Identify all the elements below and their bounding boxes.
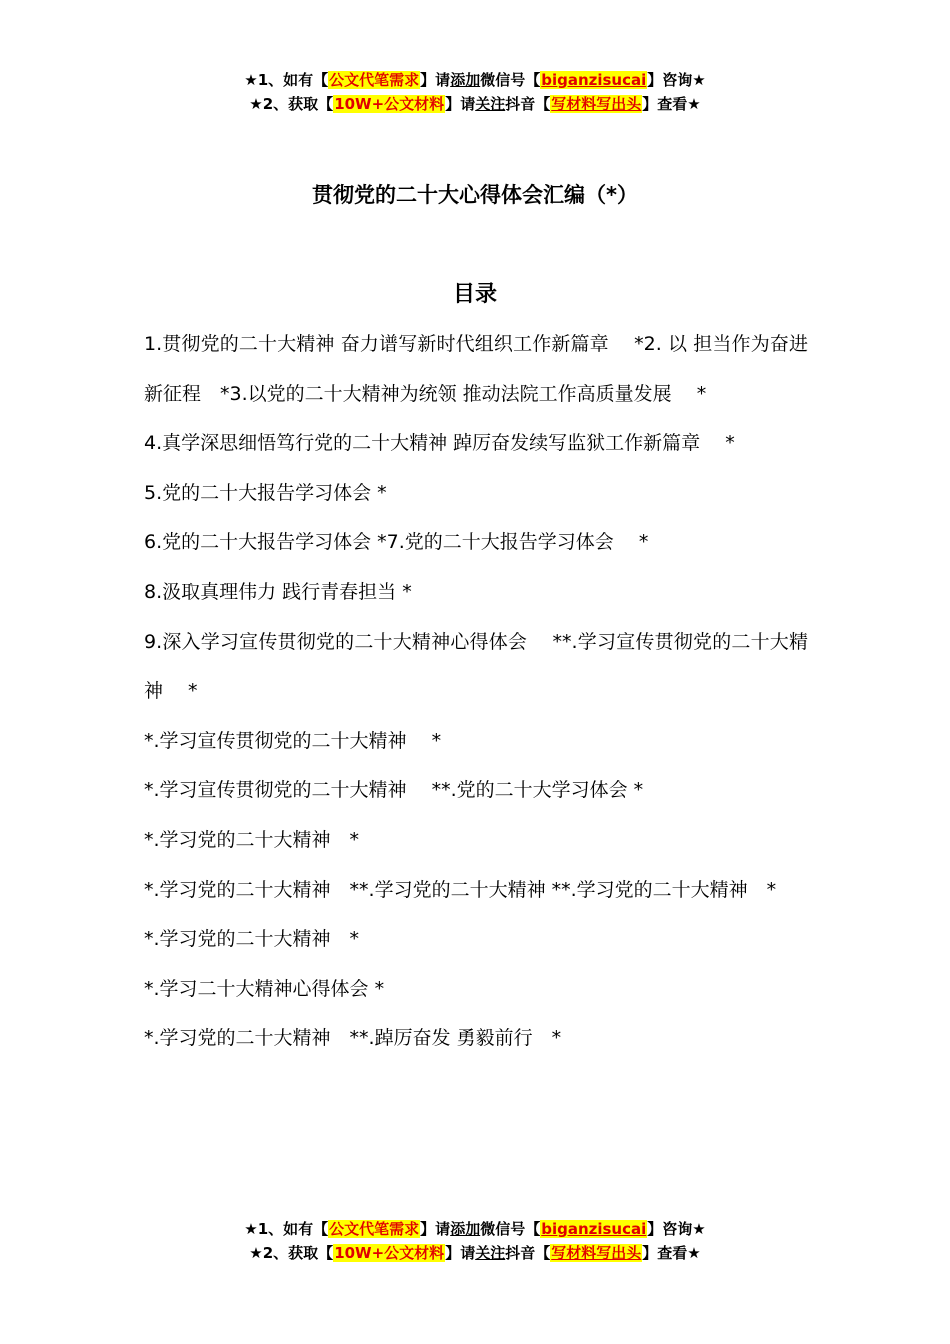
toc-entry: *.学习党的二十大精神 * (144, 928, 360, 951)
toc-entry: 9.深入学习宣传贯彻党的二十大精神心得体会 **.学习宣传贯彻党的二十大精神 * (144, 630, 808, 703)
promo-line-1 (0, 68, 950, 92)
promo-text: 微信号【 (480, 71, 541, 89)
toc-entry: *.学习宣传贯彻党的二十大精神 * (144, 729, 442, 752)
promo-highlight: 10W+公文材料 (334, 1244, 445, 1262)
promo-text: 】咨询★ (647, 1220, 706, 1238)
toc-entry: 8.汲取真理伟力 践行青春担当 * (144, 580, 412, 603)
promo-text: 】查看★ (642, 1244, 701, 1262)
toc-entry: 6.党的二十大报告学习体会 *7.党的二十大报告学习体会 * (144, 531, 649, 554)
promo-underline: 添加 (450, 1220, 481, 1238)
header-promo-banner (0, 68, 950, 116)
promo-text: 】请 (420, 1220, 451, 1238)
promo-highlight: 公文代笔需求 (329, 1220, 420, 1238)
promo-text: 】请 (445, 1244, 476, 1262)
promo-line-2 (0, 1241, 950, 1265)
promo-highlight: 公文代笔需求 (329, 71, 420, 89)
promo-text: 抖音【 (505, 1244, 551, 1262)
toc-entry: *.学习二十大精神心得体会 * (144, 977, 385, 1000)
promo-text: 抖音【 (505, 95, 551, 113)
promo-highlight: 10W+公文材料 (334, 95, 445, 113)
toc-entry: *.学习党的二十大精神 **.学习党的二十大精神 **.学习党的二十大精神 * (144, 878, 777, 901)
promo-underline: 关注 (475, 95, 506, 113)
document-title: 贯彻党的二十大心得体会汇编（*） (312, 183, 638, 207)
footer-promo-banner (0, 1217, 950, 1265)
promo-text: ★2、获取【 (249, 95, 334, 113)
promo-text: 】请 (420, 71, 451, 89)
toc-entry: *.学习党的二十大精神 **.踔厉奋发 勇毅前行 * (144, 1027, 562, 1050)
toc-entry: 4.真学深思细悟笃行党的二十大精神 踔厉奋发续写监狱工作新篇章 * (144, 432, 735, 455)
promo-text: 】咨询★ (647, 71, 706, 89)
promo-line-2 (0, 92, 950, 116)
promo-line-1 (0, 1217, 950, 1241)
promo-text: 】查看★ (642, 95, 701, 113)
toc-entry: 5.党的二十大报告学习体会 * (144, 481, 387, 504)
promo-douyin-id: 写材料写出头 (551, 1244, 642, 1262)
promo-douyin-id: 写材料写出头 (551, 95, 642, 113)
promo-text: ★2、获取【 (249, 1244, 334, 1262)
toc-entry: *.学习党的二十大精神 * (144, 828, 360, 851)
promo-text: ★1、如有【 (244, 1220, 329, 1238)
table-of-contents (144, 320, 808, 1064)
promo-text: ★1、如有【 (244, 71, 329, 89)
toc-entry: *.学习宣传贯彻党的二十大精神 **.党的二十大学习体会 * (144, 779, 644, 802)
promo-wechat-id: biganzisucai (541, 1220, 647, 1238)
promo-underline: 关注 (475, 1244, 506, 1262)
toc-heading: 目录 (452, 282, 497, 307)
promo-text: 】请 (445, 95, 476, 113)
toc-entry: 1.贯彻党的二十大精神 奋力谱写新时代组织工作新篇章 *2. 以 担当作为奋进新征程 *3.以党的二十大精神为统领 推动法院工作高质量发展 * (144, 333, 808, 405)
promo-text: 微信号【 (480, 1220, 541, 1238)
promo-wechat-id: biganzisucai (541, 71, 647, 89)
promo-underline: 添加 (450, 71, 481, 89)
